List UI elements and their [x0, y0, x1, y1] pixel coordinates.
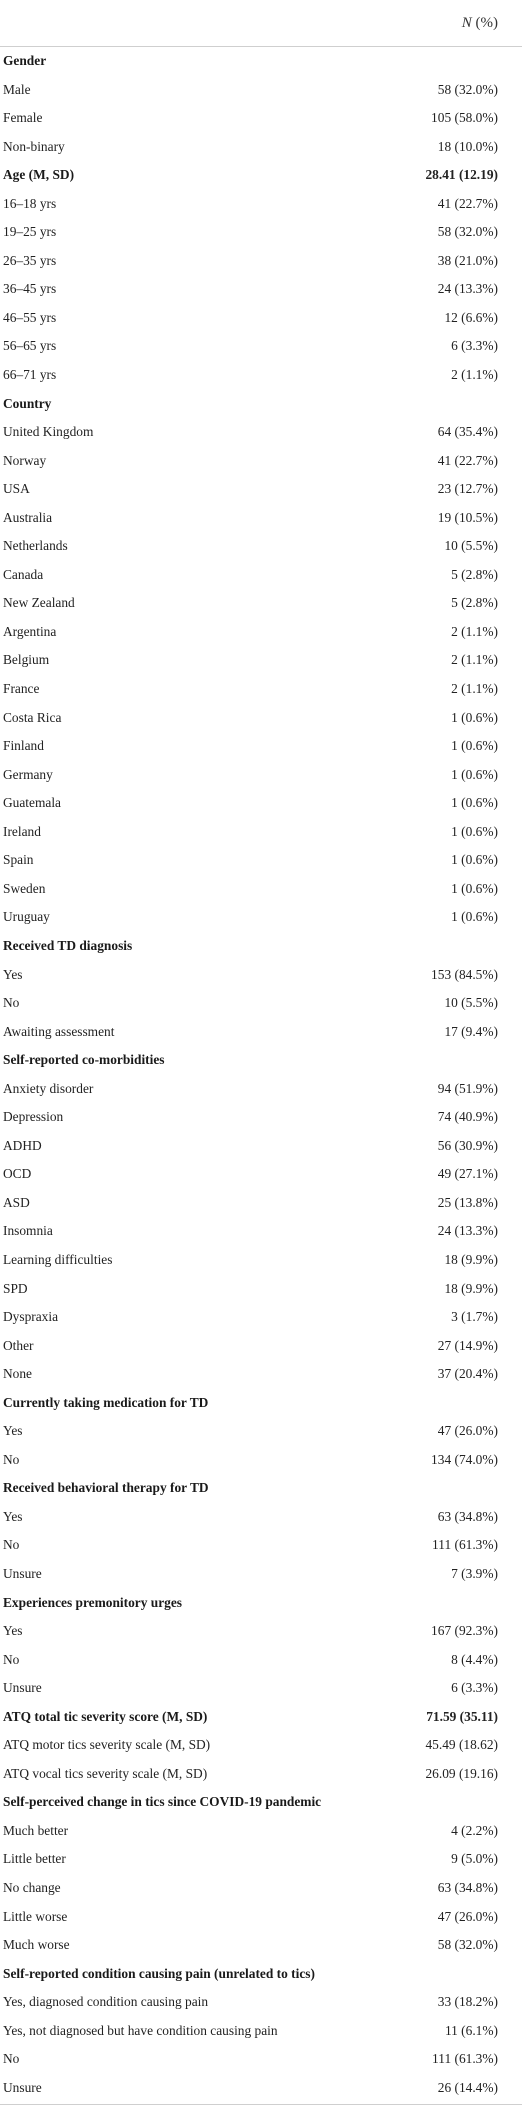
row-label: No change: [3, 1880, 61, 1895]
row-label: 19–25 yrs: [3, 224, 57, 240]
row-label: Other: [3, 1337, 34, 1353]
row-value: 11 (6.1%): [444, 2022, 498, 2038]
row-label: No: [3, 2051, 20, 2067]
row-label: Male: [3, 81, 31, 97]
row-label: Yes, diagnosed condition causing pain: [3, 1994, 209, 2010]
row-value: 8 (4.4%): [451, 1651, 498, 1667]
row-value: 58 (32.0%): [437, 1937, 498, 1953]
row-value: 2 (1.1%): [451, 652, 498, 668]
table-row: [0, 704, 522, 733]
row-value: 63 (34.8%): [437, 1508, 498, 1524]
section-header-row: [0, 161, 522, 190]
table-row: [0, 1617, 522, 1646]
table-row: [0, 1560, 522, 1589]
row-label: Dyspraxia: [3, 1309, 59, 1325]
row-value: 1 (0.6%): [451, 795, 498, 811]
section-label: ATQ total tic severity score (M, SD): [3, 1708, 208, 1724]
table-row: [0, 2045, 522, 2074]
column-header-percent: (%): [475, 15, 498, 31]
row-label: 36–45 yrs: [3, 281, 57, 297]
row-label: Little better: [3, 1851, 66, 1867]
table-row: [0, 846, 522, 875]
row-label: Belgium: [3, 652, 50, 668]
row-value: 10 (5.5%): [444, 538, 498, 554]
row-value: 7 (3.9%): [451, 1565, 498, 1581]
row-label: Learning difficulties: [3, 1251, 113, 1267]
table-row: [0, 1531, 522, 1560]
row-label: USA: [3, 481, 30, 497]
table-row: [0, 475, 522, 504]
column-header-n: N: [461, 15, 472, 31]
row-value: 111 (61.3%): [432, 1537, 498, 1553]
table-row: [0, 133, 522, 162]
row-value: 47 (26.0%): [437, 1423, 498, 1439]
row-label: Norway: [3, 452, 47, 468]
table-row: [0, 418, 522, 447]
row-label: 66–71 yrs: [3, 367, 57, 383]
row-value: 2 (1.1%): [451, 367, 498, 383]
row-label: ATQ vocal tics severity scale (M, SD): [3, 1765, 208, 1781]
table-row: [0, 675, 522, 704]
row-value: 37 (20.4%): [437, 1366, 498, 1382]
section-label: Self-reported co-morbidities: [3, 1052, 165, 1068]
row-value: 18 (9.9%): [444, 1280, 498, 1296]
row-label: None: [3, 1366, 33, 1382]
row-label: France: [3, 681, 40, 697]
row-value: 41 (22.7%): [437, 452, 498, 468]
row-label: No: [3, 1651, 20, 1667]
table-row: [0, 218, 522, 247]
row-label: Unsure: [3, 1680, 42, 1696]
row-value: 9 (5.0%): [451, 1851, 498, 1867]
table-row: [0, 618, 522, 647]
section-label: Received TD diagnosis: [3, 937, 133, 953]
row-label: Guatemala: [3, 795, 61, 811]
table-row: [0, 1103, 522, 1132]
section-header-row: [0, 1474, 522, 1503]
row-value: 56 (30.9%): [437, 1137, 498, 1153]
row-label: 46–55 yrs: [3, 309, 57, 325]
table-row: [0, 361, 522, 390]
row-value: 1 (0.6%): [451, 823, 498, 839]
row-value: 23 (12.7%): [437, 481, 498, 497]
row-label: ADHD: [3, 1137, 42, 1153]
table-row: [0, 1646, 522, 1675]
row-label: Finland: [3, 738, 44, 754]
row-label: Unsure: [3, 2079, 42, 2095]
row-label: Netherlands: [3, 538, 68, 554]
table-bottom-rule: [0, 2104, 522, 2105]
table-row: [0, 789, 522, 818]
row-value: 25 (13.8%): [437, 1194, 498, 1210]
table-row: [0, 1674, 522, 1703]
row-label: Germany: [3, 766, 53, 782]
row-value: 1 (0.6%): [451, 880, 498, 896]
table-row: [0, 961, 522, 990]
row-label: 26–35 yrs: [3, 252, 57, 268]
row-value: 4 (2.2%): [451, 1822, 498, 1838]
row-label: New Zealand: [3, 595, 75, 611]
row-value: 33 (18.2%): [437, 1994, 498, 2010]
row-value: 94 (51.9%): [437, 1080, 498, 1096]
table-row: [0, 1075, 522, 1104]
table-row: [0, 1160, 522, 1189]
row-value: 3 (1.7%): [451, 1309, 498, 1325]
table-row: [0, 1132, 522, 1161]
table-row: [0, 1360, 522, 1389]
row-label: Yes: [3, 1423, 23, 1439]
row-label: No: [3, 1537, 20, 1553]
table-row: [0, 275, 522, 304]
table-row: [0, 1874, 522, 1903]
row-value: 2 (1.1%): [451, 681, 498, 697]
row-label: United Kingdom: [3, 424, 94, 440]
section-label: Received behavioral therapy for TD: [3, 1480, 209, 1496]
row-label: Yes: [3, 1623, 23, 1639]
row-label: Depression: [3, 1109, 64, 1125]
row-value: 74 (40.9%): [437, 1109, 498, 1125]
section-header-row: [0, 390, 522, 419]
row-label: Australia: [3, 509, 53, 525]
table-row: [0, 532, 522, 561]
row-value: 58 (32.0%): [437, 224, 498, 240]
table-row: [0, 1931, 522, 1960]
row-value: 27 (14.9%): [437, 1337, 498, 1353]
section-label: Gender: [3, 53, 47, 68]
row-label: Much worse: [3, 1937, 70, 1953]
section-header-row: [0, 932, 522, 961]
table-row: [0, 332, 522, 361]
table-row: [0, 1903, 522, 1932]
table-row: [0, 1303, 522, 1332]
table-body: [0, 47, 522, 2102]
table-row: [0, 818, 522, 847]
table-row: [0, 1018, 522, 1047]
row-value: 1 (0.6%): [451, 738, 498, 754]
section-label: Experiences premonitory urges: [3, 1594, 183, 1610]
table-row: [0, 732, 522, 761]
section-header-row: [0, 1589, 522, 1618]
table-row: [0, 1417, 522, 1446]
row-label: Costa Rica: [3, 709, 62, 725]
row-value: 167 (92.3%): [431, 1623, 498, 1639]
row-value: 17 (9.4%): [444, 1023, 498, 1039]
table-row: [0, 561, 522, 590]
table-row: [0, 1246, 522, 1275]
column-header-n-percent: [462, 0, 498, 46]
section-label: Self-reported condition causing pain (unrelated to tics): [3, 1965, 315, 1981]
row-label: Canada: [3, 566, 44, 582]
table-row: [0, 1760, 522, 1789]
row-label: Spain: [3, 852, 34, 868]
row-value: 18 (9.9%): [444, 1251, 498, 1267]
table-row: [0, 989, 522, 1018]
row-label: Insomnia: [3, 1223, 53, 1239]
table-row: [0, 646, 522, 675]
section-label: Currently taking medication for TD: [3, 1394, 209, 1410]
table-row: [0, 1217, 522, 1246]
row-value: 63 (34.8%): [437, 1880, 498, 1895]
row-value: 18 (10.0%): [437, 138, 498, 154]
table-row: [0, 447, 522, 476]
row-label: Yes, not diagnosed but have condition causing pain: [3, 2022, 278, 2038]
row-label: Yes: [3, 966, 23, 982]
table-row: [0, 1731, 522, 1760]
row-label: ASD: [3, 1194, 30, 1210]
row-value: 45.49 (18.62): [425, 1737, 498, 1753]
row-value: 10 (5.5%): [444, 995, 498, 1011]
table-row: [0, 875, 522, 904]
row-value: 105 (58.0%): [431, 110, 498, 126]
row-value: 5 (2.8%): [451, 566, 498, 582]
row-label: No: [3, 995, 20, 1011]
row-label: Argentina: [3, 623, 57, 639]
row-value: 1 (0.6%): [451, 766, 498, 782]
row-value: 24 (13.3%): [437, 281, 498, 297]
table-header: [0, 0, 522, 47]
row-value: 111 (61.3%): [432, 2051, 498, 2067]
row-value: 71.59 (35.11): [426, 1708, 498, 1724]
row-value: 12 (6.6%): [444, 309, 498, 325]
row-label: Awaiting assessment: [3, 1023, 115, 1039]
table-row: [0, 1988, 522, 2017]
section-header-row: [0, 47, 522, 76]
section-header-row: [0, 1960, 522, 1989]
row-label: Female: [3, 110, 43, 126]
row-label: Non-binary: [3, 138, 65, 154]
row-label: Yes: [3, 1508, 23, 1524]
row-label: 16–18 yrs: [3, 195, 57, 211]
table-row: [0, 761, 522, 790]
row-label: Uruguay: [3, 909, 50, 925]
section-header-row: [0, 1788, 522, 1817]
row-value: 38 (21.0%): [437, 252, 498, 268]
row-value: 153 (84.5%): [431, 966, 498, 982]
row-value: 24 (13.3%): [437, 1223, 498, 1239]
table-row: [0, 1817, 522, 1846]
table-row: [0, 190, 522, 219]
row-label: Little worse: [3, 1908, 68, 1924]
section-header-row: [0, 1703, 522, 1732]
row-value: 6 (3.3%): [451, 1680, 498, 1696]
row-value: 1 (0.6%): [451, 709, 498, 725]
row-value: 1 (0.6%): [451, 852, 498, 868]
table-row: [0, 903, 522, 932]
row-value: 47 (26.0%): [437, 1908, 498, 1924]
row-value: 26 (14.4%): [437, 2079, 498, 2095]
row-label: ATQ motor tics severity scale (M, SD): [3, 1737, 211, 1753]
row-value: 2 (1.1%): [451, 623, 498, 639]
row-label: Anxiety disorder: [3, 1080, 94, 1096]
table-row: [0, 504, 522, 533]
row-label: OCD: [3, 1166, 32, 1182]
row-value: 41 (22.7%): [437, 195, 498, 211]
row-label: Much better: [3, 1822, 69, 1838]
row-label: Ireland: [3, 823, 41, 839]
row-value: 49 (27.1%): [437, 1166, 498, 1182]
section-header-row: [0, 1046, 522, 1075]
table-row: [0, 2017, 522, 2046]
section-label: Country: [3, 395, 52, 411]
row-label: No: [3, 1451, 20, 1467]
row-value: 6 (3.3%): [451, 338, 498, 354]
row-value: 26.09 (19.16): [425, 1765, 498, 1781]
row-value: 5 (2.8%): [451, 595, 498, 611]
table-row: [0, 1189, 522, 1218]
row-value: 28.41 (12.19): [425, 167, 498, 183]
row-label: Sweden: [3, 880, 46, 896]
section-header-row: [0, 1389, 522, 1418]
table-row: [0, 1503, 522, 1532]
table-row: [0, 1275, 522, 1304]
section-label: Self-perceived change in tics since COVID-19 pandemic: [3, 1794, 322, 1810]
table-row: [0, 589, 522, 618]
table-row: [0, 1332, 522, 1361]
section-label: Age (M, SD): [3, 167, 75, 183]
row-label: Unsure: [3, 1565, 42, 1581]
table-row: [0, 2074, 522, 2103]
row-value: 1 (0.6%): [451, 909, 498, 925]
table-row: [0, 104, 522, 133]
row-value: 64 (35.4%): [437, 424, 498, 440]
table-row: [0, 1845, 522, 1874]
row-value: 19 (10.5%): [437, 509, 498, 525]
row-value: 58 (32.0%): [437, 81, 498, 97]
table-row: [0, 247, 522, 276]
table-row: [0, 304, 522, 333]
table-row: [0, 1446, 522, 1475]
row-value: 134 (74.0%): [431, 1451, 498, 1467]
row-label: SPD: [3, 1280, 28, 1296]
row-label: 56–65 yrs: [3, 338, 57, 354]
table-row: [0, 76, 522, 105]
